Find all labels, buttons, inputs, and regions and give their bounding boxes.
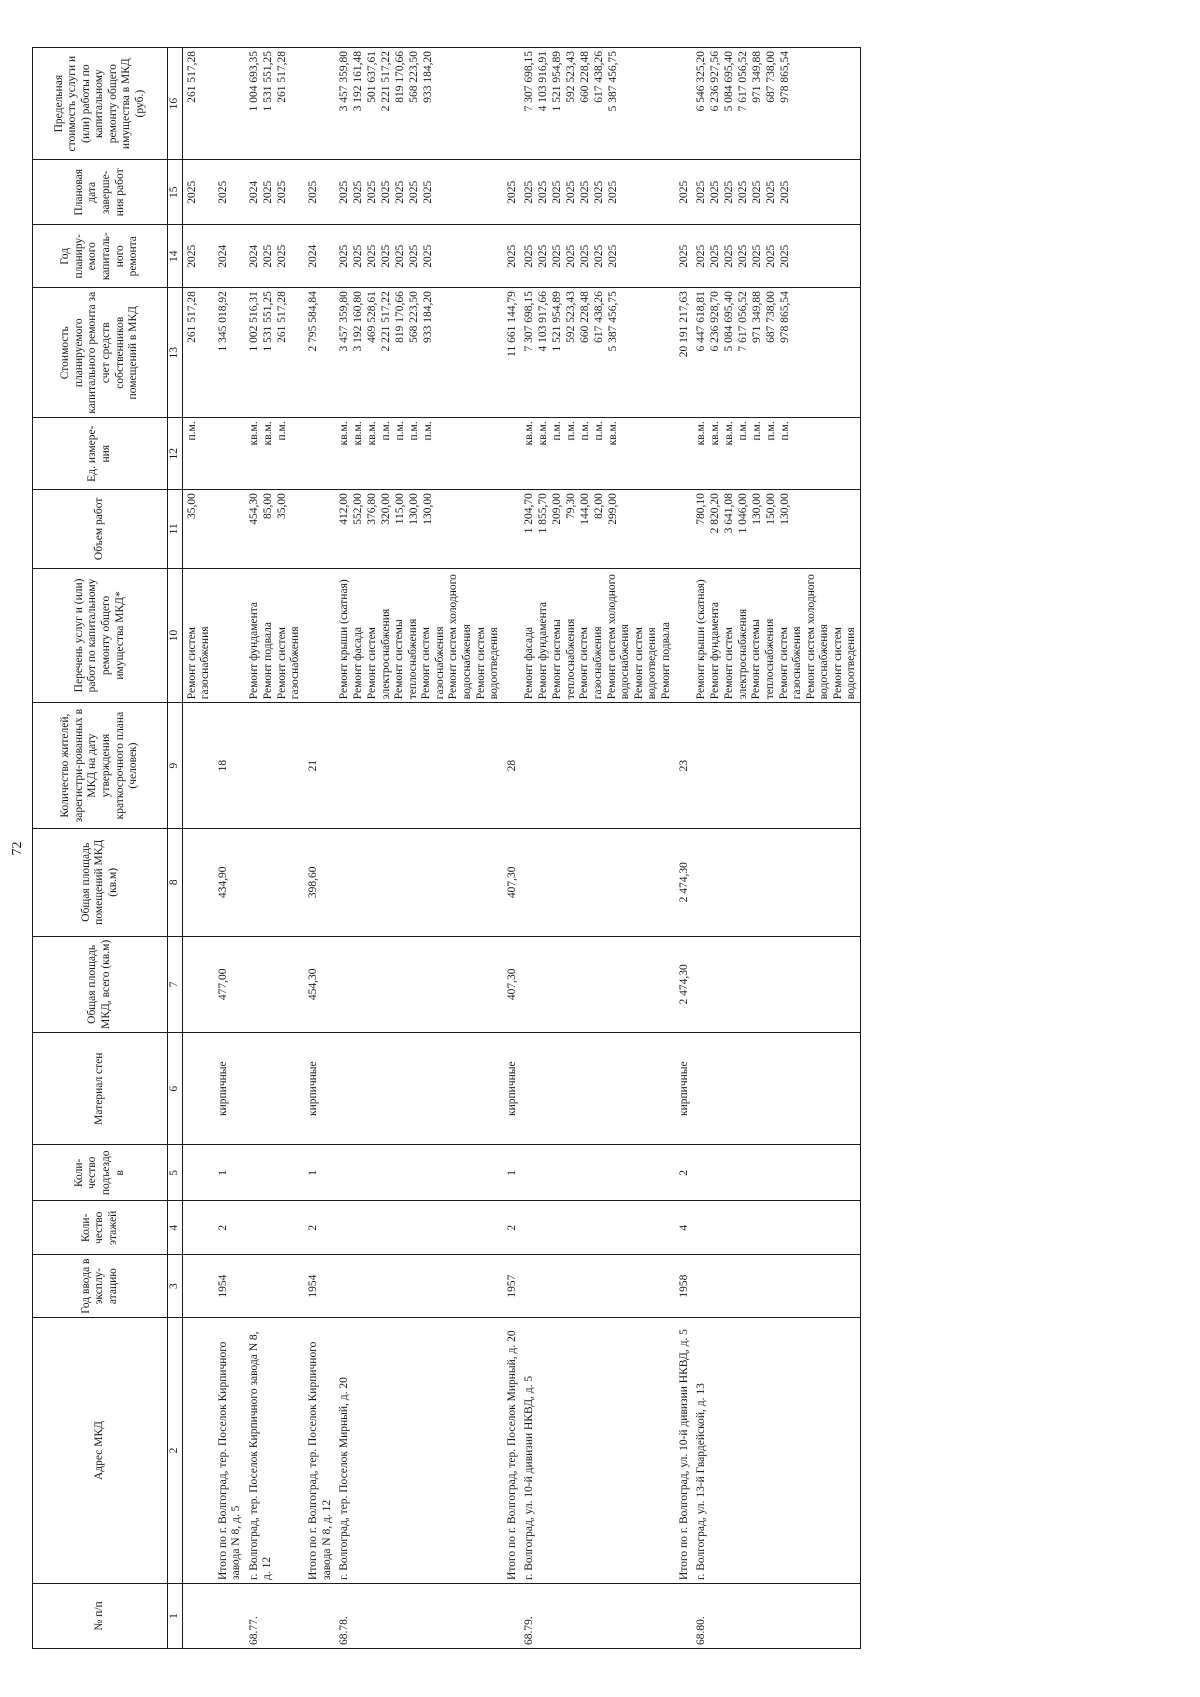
residents: 18 xyxy=(214,703,245,829)
wall-material: кирпичные xyxy=(304,1033,335,1145)
total-end: 2025 xyxy=(214,160,245,225)
work-end: 2025 xyxy=(593,180,606,204)
floors: 2 xyxy=(503,1201,521,1255)
total-row xyxy=(675,48,693,1649)
work-end: 2025 xyxy=(275,180,288,204)
work-volume: 3 641,08 xyxy=(723,493,736,534)
col-num: 13 xyxy=(168,288,183,418)
work-volume: 130,00 xyxy=(422,493,435,525)
work-unit: кв.м. xyxy=(709,421,722,446)
work-volume: 79,30 xyxy=(565,493,578,519)
total-cost: 11 661 144,79 xyxy=(503,288,521,418)
total-row xyxy=(214,48,245,1649)
work-end: 2025 xyxy=(579,180,592,204)
entrances: 1 xyxy=(503,1145,521,1201)
total-row xyxy=(304,48,335,1649)
work-year: 2025 xyxy=(408,244,421,268)
work-unit: п.м. xyxy=(779,421,792,441)
work-volume: 130,00 xyxy=(751,493,764,525)
work-unit: кв.м. xyxy=(723,421,736,446)
work-unit: кв.м. xyxy=(523,421,536,446)
work-name: Ремонт фундамента xyxy=(247,601,260,700)
work-year: 2025 xyxy=(182,225,214,288)
work-end: 2025 xyxy=(607,180,620,204)
work-year: 2025 xyxy=(607,244,620,268)
work-limit: 261 517,28 xyxy=(182,48,214,160)
work-year: 2025 xyxy=(765,244,778,268)
work-limit: 687 738,00 xyxy=(765,51,778,103)
work-name: Ремонт систем холодного водоснабжения xyxy=(447,574,473,700)
work-volume: 85,00 xyxy=(261,493,274,519)
work-volume: 552,00 xyxy=(352,493,365,525)
work-volume: 35,00 xyxy=(275,493,288,519)
work-cost: 660 228,48 xyxy=(579,291,592,343)
work-unit: кв.м. xyxy=(607,421,620,446)
work-limit: 3 192 161,48 xyxy=(352,51,365,112)
col-num: 8 xyxy=(168,828,183,936)
work-year: 2025 xyxy=(723,244,736,268)
work-cost: 261 517,28 xyxy=(182,288,214,418)
header-c11: Объем работ xyxy=(33,490,168,569)
work-name: Ремонт систем водоотведения xyxy=(474,627,501,700)
work-name: Ремонт систем холодного водоснабжения xyxy=(605,574,632,700)
work-end: 2025 xyxy=(380,180,393,204)
table-row xyxy=(245,48,304,1649)
work-limit: 819 170,66 xyxy=(394,51,407,103)
work-cost: 3 457 359,80 xyxy=(338,291,351,352)
work-volume: 376,80 xyxy=(366,493,379,525)
work-volume: 115,00 xyxy=(394,493,407,525)
work-cost: 1 531 551,25 xyxy=(261,291,274,352)
work-volume: 144,00 xyxy=(579,493,592,525)
work-unit: кв.м. xyxy=(261,421,274,446)
work-cost: 7 307 698,15 xyxy=(523,291,536,352)
col-num: 16 xyxy=(168,48,183,160)
work-end: 2025 xyxy=(394,180,407,204)
total-cost: 1 345 018,92 xyxy=(214,288,245,418)
work-unit: п.м. xyxy=(737,421,750,441)
work-name: Ремонт крыши (скатная) xyxy=(338,579,351,700)
address: г. Волгоград, тер. Поселок Кирпичного завода N 8, д. 12 xyxy=(245,1318,304,1584)
col-num: 7 xyxy=(168,936,183,1032)
work-cost: 568 223,50 xyxy=(408,291,421,343)
work-unit: кв.м. xyxy=(695,421,708,446)
work-end: 2025 xyxy=(551,180,564,204)
work-name: Ремонт подвала xyxy=(261,622,274,700)
work-volume: 130,00 xyxy=(408,493,421,525)
work-limit: 5 387 456,75 xyxy=(607,51,620,112)
work-volume: 1 046,00 xyxy=(737,493,750,534)
total-label: Итого по г. Волгоград, ул. 10-й дивизии НКВД, д. 5 xyxy=(675,1318,693,1584)
col-num: 10 xyxy=(168,568,183,703)
total-end: 2025 xyxy=(503,160,521,225)
work-name: Ремонт систем газоснабжения xyxy=(275,626,302,700)
total-cost: 20 191 217,63 xyxy=(675,288,693,418)
header-c7: Общая площадь МКД, всего (кв.м) xyxy=(33,936,168,1032)
wall-material: кирпичные xyxy=(214,1033,245,1145)
work-unit: кв.м. xyxy=(366,421,379,446)
work-name: Ремонт систем водоотведения xyxy=(831,627,858,700)
header-c14: Год планиру-емого капиталь-ного ремонта xyxy=(33,225,168,288)
work-year: 2025 xyxy=(695,244,708,268)
col-num: 5 xyxy=(168,1145,183,1201)
work-cost: 6 236 928,70 xyxy=(709,291,722,352)
col-num: 4 xyxy=(168,1201,183,1255)
wall-material: кирпичные xyxy=(675,1033,693,1145)
work-cost: 978 865,54 xyxy=(779,291,792,343)
work-year: 2025 xyxy=(565,244,578,268)
work-volume: 454,30 xyxy=(247,493,260,525)
work-cost: 4 103 917,66 xyxy=(537,291,550,352)
wall-material: кирпичные xyxy=(503,1033,521,1145)
header-c6: Материал стен xyxy=(33,1033,168,1145)
work-unit: п.м. xyxy=(422,421,435,441)
work-end: 2025 xyxy=(537,180,550,204)
work-cost: 261 517,28 xyxy=(275,291,288,343)
work-limit: 933 184,20 xyxy=(422,51,435,103)
header-c1: № п/п xyxy=(33,1583,168,1648)
work-name: Ремонт систем газоснабжения xyxy=(578,626,604,700)
row-number: 68.77. xyxy=(245,1583,304,1648)
work-volume: 1 204,70 xyxy=(523,493,536,534)
work-unit: п.м. xyxy=(551,421,564,441)
work-cost: 1 521 954,89 xyxy=(551,291,564,352)
header-c2: Адрес МКД xyxy=(33,1318,168,1584)
year-built: 1958 xyxy=(675,1255,693,1318)
work-cost: 933 184,20 xyxy=(422,291,435,343)
work-volume: 780,10 xyxy=(695,493,708,525)
work-limit: 592 523,43 xyxy=(565,51,578,103)
work-end: 2025 xyxy=(422,180,435,204)
work-cost: 1 002 516,31 xyxy=(247,291,260,352)
work-cost: 3 192 160,80 xyxy=(352,291,365,352)
total-year: 2025 xyxy=(503,225,521,288)
work-year: 2025 xyxy=(352,244,365,268)
work-name: Ремонт крыши (скатная) xyxy=(695,579,708,700)
total-row xyxy=(503,48,521,1649)
work-cost: 7 617 056,52 xyxy=(737,291,750,352)
work-year: 2025 xyxy=(779,244,792,268)
work-limit: 7 617 056,52 xyxy=(737,51,750,112)
area-premises: 398,60 xyxy=(304,828,335,936)
table-row xyxy=(335,48,503,1649)
work-volume: 35,00 xyxy=(182,490,214,569)
col-num: 12 xyxy=(168,418,183,490)
work-unit: п.м. xyxy=(408,421,421,441)
row-number: 68.78. xyxy=(335,1583,503,1648)
header-c12: Ед. измере-ния xyxy=(33,418,168,490)
row-number: 68.79. xyxy=(520,1583,675,1648)
work-unit: п.м. xyxy=(380,421,393,441)
address: г. Волгоград, ул. 13-й Гвардейской, д. 13 xyxy=(692,1318,860,1584)
work-unit: п.м. xyxy=(182,418,214,490)
work-name: Ремонт фасада xyxy=(523,626,536,700)
page-number: 72 xyxy=(10,841,25,856)
work-volume: 1 855,70 xyxy=(537,493,550,534)
header-c15: Плановая дата заверше-ния работ xyxy=(33,160,168,225)
address: г. Волгоград, тер. Поселок Мирный, д. 20 xyxy=(335,1318,503,1584)
work-cost: 592 523,43 xyxy=(565,291,578,343)
col-num: 3 xyxy=(168,1255,183,1318)
work-end: 2025 xyxy=(352,180,365,204)
work-cost: 617 438,26 xyxy=(593,291,606,343)
work-name: Ремонт систем газоснабжения xyxy=(777,626,804,700)
work-limit: 1 521 954,89 xyxy=(551,51,564,112)
area-total: 477,00 xyxy=(214,936,245,1032)
col-num: 11 xyxy=(168,490,183,569)
work-name: Ремонт систем электроснабжения xyxy=(366,608,392,700)
total-year: 2024 xyxy=(214,225,245,288)
row-number: 68.80. xyxy=(692,1583,860,1648)
work-limit: 978 865,54 xyxy=(779,51,792,103)
work-year: 2025 xyxy=(593,244,606,268)
work-volume: 2 820,20 xyxy=(709,493,722,534)
work-unit: кв.м. xyxy=(338,421,351,446)
area-premises: 2 474,30 xyxy=(675,828,693,936)
work-end: 2024 xyxy=(247,180,260,204)
column-number-row xyxy=(168,48,183,1649)
work-limit: 617 438,26 xyxy=(593,51,606,103)
entrances: 1 xyxy=(304,1145,335,1201)
floors: 2 xyxy=(214,1201,245,1255)
area-total: 2 474,30 xyxy=(675,936,693,1032)
work-name: Ремонт систем электроснабжения xyxy=(723,608,749,700)
work-end: 2025 xyxy=(723,180,736,204)
work-year: 2025 xyxy=(394,244,407,268)
work-end: 2025 xyxy=(366,180,379,204)
work-volume: 150,00 xyxy=(765,493,778,525)
work-name: Ремонт систем газоснабжения xyxy=(182,568,214,703)
work-limit: 6 236 927,56 xyxy=(709,51,722,112)
work-unit: кв.м. xyxy=(352,421,365,446)
total-label: Итого по г. Волгоград, тер. Поселок Мирный, д. 20 xyxy=(503,1318,521,1584)
work-limit: 971 349,88 xyxy=(751,51,764,103)
work-name: Ремонт фасада xyxy=(352,626,365,700)
work-end: 2025 xyxy=(565,180,578,204)
work-unit: п.м. xyxy=(275,421,288,441)
work-name: Ремонт системы теплоснабжения xyxy=(750,618,776,700)
residents: 23 xyxy=(675,703,693,829)
total-year: 2025 xyxy=(675,225,693,288)
work-year: 2025 xyxy=(275,244,288,268)
work-cost: 2 221 517,22 xyxy=(380,291,393,352)
work-year: 2024 xyxy=(247,244,260,268)
header-c13: Стоимость планируемого капитального ремонта за счет средств собственников помещений в МКД xyxy=(33,288,168,418)
work-year: 2025 xyxy=(422,244,435,268)
col-num: 9 xyxy=(168,703,183,829)
work-volume: 130,00 xyxy=(779,493,792,525)
work-unit: п.м. xyxy=(565,421,578,441)
header-row xyxy=(33,48,168,1649)
work-end: 2025 xyxy=(737,180,750,204)
area-total: 407,30 xyxy=(503,936,521,1032)
work-cost: 819 170,66 xyxy=(394,291,407,343)
work-end: 2025 xyxy=(709,180,722,204)
work-volume: 320,00 xyxy=(380,493,393,525)
work-year: 2025 xyxy=(537,244,550,268)
floors: 2 xyxy=(304,1201,335,1255)
work-year: 2025 xyxy=(338,244,351,268)
work-limit: 1 531 551,25 xyxy=(261,51,274,112)
work-year: 2025 xyxy=(261,244,274,268)
work-limit: 2 221 517,22 xyxy=(380,51,393,112)
year-built: 1954 xyxy=(304,1255,335,1318)
area-premises: 407,30 xyxy=(503,828,521,936)
work-name: Ремонт систем водоотведения xyxy=(632,627,659,700)
work-unit: п.м. xyxy=(394,421,407,441)
header-c16: Предельная стоимость услуги и (или) работы по капитальному ремонту общего имущества в МКД (руб.) xyxy=(33,48,168,160)
year-built: 1957 xyxy=(503,1255,521,1318)
work-cost: 6 447 618,81 xyxy=(695,291,708,352)
total-label: Итого по г. Волгоград, тер. Поселок Кирпичного завода N 8, д. 5 xyxy=(214,1318,245,1584)
work-name: Ремонт систем газоснабжения xyxy=(420,626,446,700)
work-cost: 5 387 456,75 xyxy=(607,291,620,352)
header-c10: Перечень услуг и (или) работ по капитальному ремонту общего имущества МКД* xyxy=(33,568,168,703)
work-limit: 3 457 359,80 xyxy=(338,51,351,112)
total-label: Итого по г. Волгоград, тер. Поселок Кирпичного завода N 8, д. 12 xyxy=(304,1318,335,1584)
residents: 21 xyxy=(304,703,335,829)
repair-plan-table xyxy=(32,47,861,1649)
work-end: 2025 xyxy=(338,180,351,204)
work-year: 2025 xyxy=(751,244,764,268)
col-num: 15 xyxy=(168,160,183,225)
header-c4: Коли-чество этажей xyxy=(33,1201,168,1255)
work-limit: 5 084 695,40 xyxy=(723,51,736,112)
work-unit: кв.м. xyxy=(537,421,550,446)
area-total: 454,30 xyxy=(304,936,335,1032)
work-year: 2025 xyxy=(737,244,750,268)
work-limit: 4 103 916,91 xyxy=(537,51,550,112)
work-limit: 501 637,61 xyxy=(366,51,379,103)
col-num: 2 xyxy=(168,1318,183,1584)
work-year: 2025 xyxy=(366,244,379,268)
work-end: 2025 xyxy=(779,180,792,204)
work-cost: 971 349,88 xyxy=(751,291,764,343)
work-year: 2025 xyxy=(523,244,536,268)
work-end: 2025 xyxy=(182,160,214,225)
work-volume: 209,00 xyxy=(551,493,564,525)
total-end: 2025 xyxy=(304,160,335,225)
work-end: 2025 xyxy=(523,180,536,204)
work-name: Ремонт систем холодного водоснабжения xyxy=(804,574,831,700)
work-unit: п.м. xyxy=(593,421,606,441)
floors: 4 xyxy=(675,1201,693,1255)
header-c3: Год ввода в эксплу-атацию xyxy=(33,1255,168,1318)
header-c8: Общая площадь помещений МКД (кв.м) xyxy=(33,828,168,936)
work-name: Ремонт системы теплоснабжения xyxy=(393,618,419,700)
header-c9: Количество жителей, зарегистри-рованных в МКД на дату утверждения краткосрочного плана (человек) xyxy=(33,703,168,829)
residents: 28 xyxy=(503,703,521,829)
work-cost: 687 738,00 xyxy=(765,291,778,343)
work-limit: 6 546 325,20 xyxy=(695,51,708,112)
work-limit: 1 004 693,35 xyxy=(247,51,260,112)
work-end: 2025 xyxy=(408,180,421,204)
work-unit: п.м. xyxy=(765,421,778,441)
total-cost: 2 795 584,84 xyxy=(304,288,335,418)
work-cost: 5 084 695,40 xyxy=(723,291,736,352)
entrances: 2 xyxy=(675,1145,693,1201)
work-unit: п.м. xyxy=(579,421,592,441)
table-row xyxy=(182,48,214,1649)
entrances: 1 xyxy=(214,1145,245,1201)
work-volume: 299,00 xyxy=(607,493,620,525)
col-num: 1 xyxy=(168,1583,183,1648)
work-limit: 261 517,28 xyxy=(275,51,288,103)
work-year: 2025 xyxy=(380,244,393,268)
total-year: 2024 xyxy=(304,225,335,288)
address: г. Волгоград, ул. 10-й дивизии НКВД, д. 5 xyxy=(520,1318,675,1584)
work-end: 2025 xyxy=(751,180,764,204)
work-limit: 568 223,50 xyxy=(408,51,421,103)
work-end: 2025 xyxy=(765,180,778,204)
work-end: 2025 xyxy=(261,180,274,204)
work-name: Ремонт фундамента xyxy=(709,601,722,700)
work-cost: 469 528,61 xyxy=(366,291,379,343)
work-year: 2025 xyxy=(709,244,722,268)
work-name: Ремонт подвала xyxy=(659,622,672,700)
work-volume: 82,00 xyxy=(593,493,606,519)
work-limit: 660 228,48 xyxy=(579,51,592,103)
year-built: 1954 xyxy=(214,1255,245,1318)
area-premises: 434,90 xyxy=(214,828,245,936)
total-end: 2025 xyxy=(675,160,693,225)
work-limit: 7 307 698,15 xyxy=(523,51,536,112)
work-year: 2025 xyxy=(551,244,564,268)
header-c5: Коли-чество подъездо в xyxy=(33,1145,168,1201)
work-end: 2025 xyxy=(695,180,708,204)
col-num: 6 xyxy=(168,1033,183,1145)
work-unit: кв.м. xyxy=(247,421,260,446)
col-num: 14 xyxy=(168,225,183,288)
work-name: Ремонт фундамента xyxy=(537,601,550,700)
work-unit: п.м. xyxy=(751,421,764,441)
work-year: 2025 xyxy=(579,244,592,268)
table-row xyxy=(692,48,860,1649)
work-name: Ремонт системы теплоснабжения xyxy=(551,618,577,700)
work-volume: 412,00 xyxy=(338,493,351,525)
table-row xyxy=(520,48,675,1649)
